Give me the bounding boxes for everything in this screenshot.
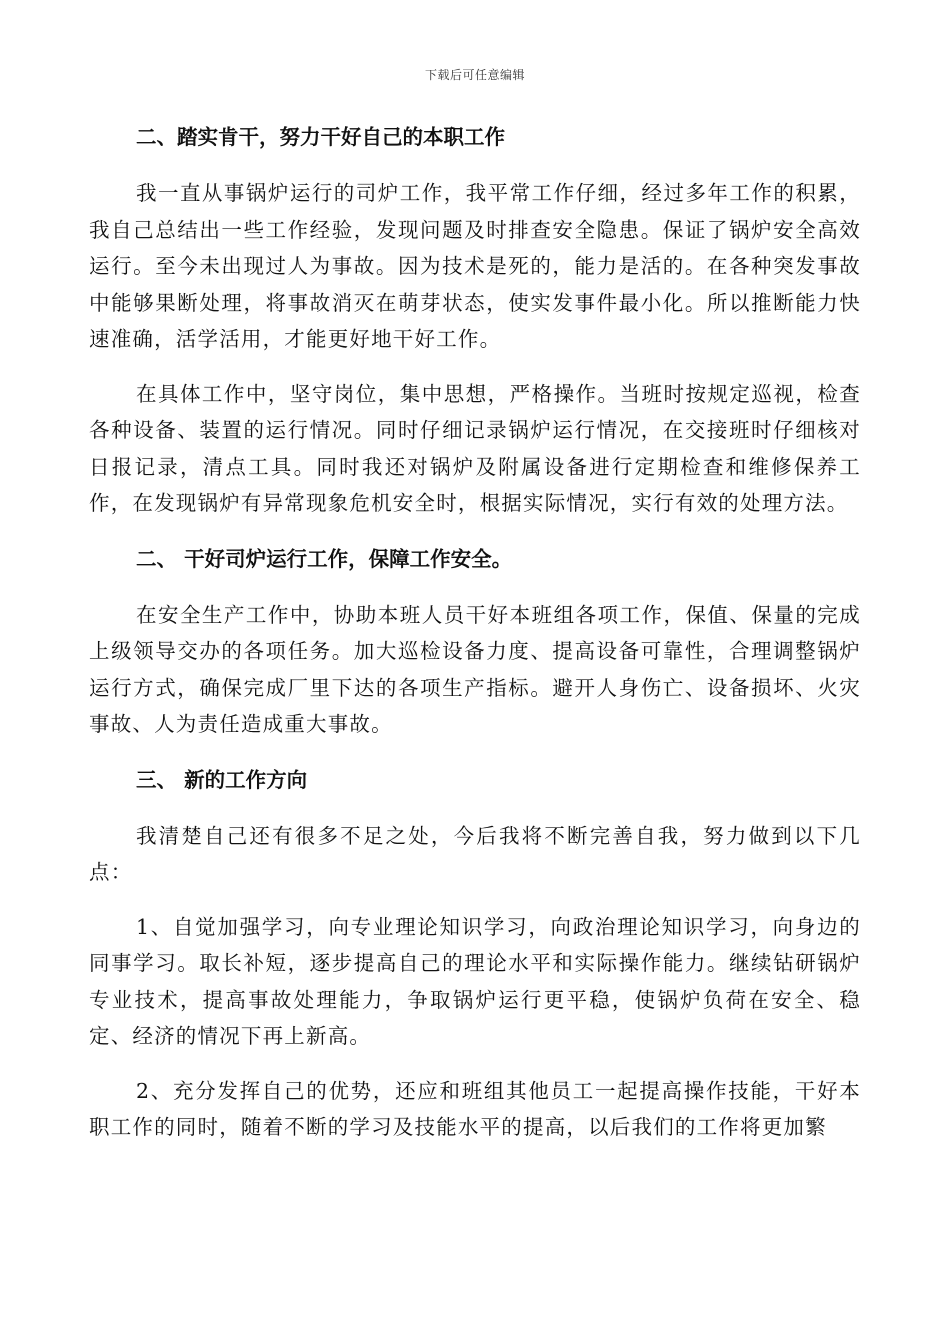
section-heading-safety: 二、 干好司炉运行工作，保障工作安全。	[136, 546, 513, 571]
section-heading-new-direction: 三、 新的工作方向	[136, 767, 308, 792]
paragraph-point-1-learning: 1、自觉加强学习，向专业理论知识学习，向政治理论知识学习，向身边的同事学习。取长补短，逐步提高自己的理论水平和实际操作能力。继续钻研锅炉专业技术，提高事故处理能力，争取锅炉运行更平稳，使锅炉负荷在安全、稳定、经济的情况下再上新高。	[89, 914, 861, 1048]
paragraph-safety-production: 在安全生产工作中，协助本班人员干好本班组各项工作，保值、保量的完成上级领导交办的各项任务。加大巡检设备力度、提高设备可靠性，合理调整锅炉运行方式，确保完成厂里下达的各项生产指标。避开人身伤亡、设备损坏、火灾事故、人为责任造成重大事故。	[89, 602, 861, 736]
section-heading-diligent-work: 二、踏实肯干，努力干好自己的本职工作	[136, 125, 505, 149]
document-body	[89, 118, 861, 1146]
paragraph-boiler-experience: 我一直从事锅炉运行的司炉工作，我平常工作仔细，经过多年工作的积累，我自己总结出一些工作经验，发现问题及时排查安全隐患。保证了锅炉安全高效运行。至今未出现过人为事故。因为技术是死的，能力是活的。在各种突发事故中能够果断处理，将事故消灭在萌芽状态，使实发事件最小化。所以推断能力快速准确，活学活用，才能更好地干好工作。	[89, 181, 861, 351]
page-header-note: 下载后可任意编辑	[424, 68, 525, 82]
paragraph-shortcomings: 我清楚自己还有很多不足之处，今后我将不断完善自我，努力做到以下几点：	[89, 823, 861, 884]
paragraph-point-2-advantages: 2、充分发挥自己的优势，还应和班组其他员工一起提高操作技能，干好本职工作的同时，随着不断的学习及技能水平的提高，以后我们的工作将更加繁	[89, 1078, 861, 1139]
paragraph-daily-duties: 在具体工作中，坚守岗位，集中思想，严格操作。当班时按规定巡视，检查各种设备、装置的运行情况。同时仔细记录锅炉运行情况，在交接班时仔细核对日报记录，清点工具。同时我还对锅炉及附属设备进行定期检查和维修保养工作，在发现锅炉有异常现象危机安全时，根据实际情况，实行有效的处理方法。	[89, 381, 861, 515]
